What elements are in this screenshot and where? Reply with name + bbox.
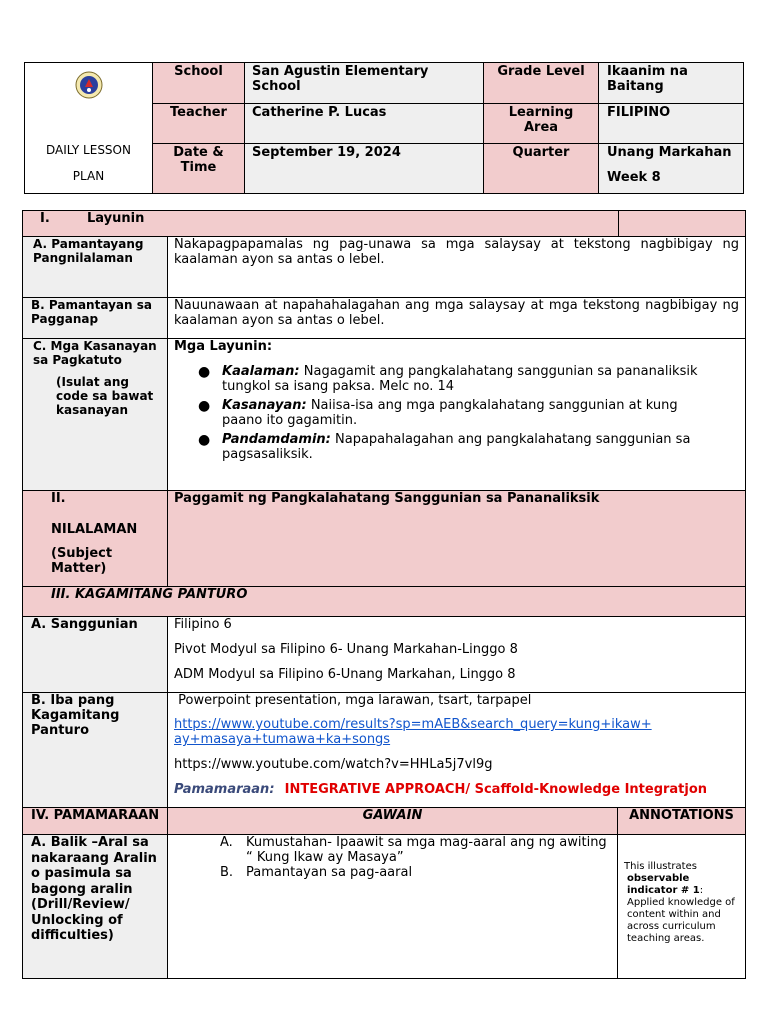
annotation-indicator: observable indicator # 1: [627, 873, 700, 896]
quarter-value-cell: [598, 143, 744, 194]
row-c-label: C. Mga Kasanayan sa Pagkatuto: [33, 339, 157, 367]
row-c-note: (Isulat ang code sa bawat kasanayan: [56, 375, 154, 417]
grade-label: Grade Level: [497, 64, 585, 79]
pamamaraan-heading: IV. PAMAMARAAN: [31, 808, 160, 823]
objectives-heading: Mga Layunin:: [174, 339, 273, 354]
school-label: School: [174, 64, 223, 79]
row-a-content-cell: [167, 236, 746, 298]
sanggunian-label-cell: [22, 616, 168, 693]
teacher-label: Teacher: [170, 105, 227, 120]
teacher-value: Catherine P. Lucas: [252, 105, 387, 120]
grade-value: Ikaanim na Baitang: [607, 64, 688, 94]
objective-item: ● Kasanayan: Naiisa-isa ang mga pangkalahatang sanggunian at kung paano ito gagamitin.: [198, 398, 678, 428]
teacher-label-cell: [152, 103, 245, 144]
sanggunian-line: Filipino 6: [174, 617, 232, 632]
area-value: FILIPINO: [607, 105, 671, 120]
layunin-heading: Layunin: [87, 211, 145, 226]
deped-seal-icon: [74, 70, 104, 100]
area-label-cell: [483, 103, 599, 144]
nilalaman-label-cell: [22, 490, 168, 587]
week-value: Week 8: [607, 170, 661, 185]
iba-label-cell: [22, 692, 168, 808]
iba-label: B. Iba pang Kagamitang Panturo: [31, 693, 120, 738]
row-b-text: Nauunawaan at napahahalagahan ang mga salaysay at mga tekstong nagbibigay ng kaalaman ayon sa antas o lebel.: [174, 298, 739, 328]
area-value-cell: [598, 103, 744, 144]
row-a-text: Nakapagpapamalas ng pag-unawa sa mga salaysay at tekstong nagbibigay ng kaalaman ayon sa antas o lebel.: [174, 237, 739, 267]
quarter-label: Quarter: [512, 145, 570, 160]
bullet-icon: ●: [198, 364, 211, 380]
nilalaman-content-cell: [167, 490, 746, 587]
method-label: Pamamaraan:: [174, 782, 275, 797]
sanggunian-line: Pivot Modyul sa Filipino 6- Unang Markahan-Linggo 8: [174, 642, 518, 657]
layunin-num: I.: [40, 211, 50, 226]
date-label-cell: [152, 143, 245, 194]
row-c-label-cell: [22, 338, 168, 491]
kagamitan-heading: III. KAGAMITANG PANTURO: [51, 587, 248, 602]
grade-value-cell: [598, 62, 744, 104]
iba-materials: Powerpoint presentation, mga larawan, tsart, tarpapel: [174, 693, 532, 708]
sanggunian-content-cell: [167, 616, 746, 693]
nilalaman-text: Paggamit ng Pangkalahatang Sanggunian sa Pananaliksik: [174, 491, 600, 506]
kagamitan-heading-cell: [22, 586, 746, 617]
date-value-cell: [244, 143, 484, 194]
school-value-cell: [244, 62, 484, 104]
iba-content-cell: [167, 692, 746, 808]
activity-marker: B.: [220, 865, 234, 880]
school-value: San Agustin Elementary School: [252, 64, 429, 94]
nilalaman-sub: (Subject Matter): [51, 546, 113, 576]
date-label: Date & Time: [173, 145, 224, 175]
pamamaraan-heading-cell: [22, 807, 168, 835]
quarter-value: Unang Markahan: [607, 145, 732, 160]
annotation-intro: This illustrates: [624, 861, 697, 872]
teacher-value-cell: [244, 103, 484, 144]
annotation-content-cell: [617, 834, 746, 979]
gawain-content-cell: [167, 834, 618, 979]
annotation-description: : Applied knowledge of content within and across curriculum teaching areas.: [627, 885, 735, 944]
row-b-label-cell: [22, 297, 168, 339]
nilalaman-num: II.: [51, 491, 66, 506]
nilalaman-label: NILALAMAN: [51, 522, 138, 537]
row-b-label: B. Pamantayan sa Pagganap: [31, 298, 152, 326]
sanggunian-line: ADM Modyul sa Filipino 6-Unang Markahan, Linggo 8: [174, 667, 516, 682]
balik-aral-label: A. Balik –Aral sa nakaraang Aralin o pasimula sa bagong aralin (Drill/Review/ Unlocking of difficulties): [31, 835, 157, 943]
balik-aral-label-cell: [22, 834, 168, 979]
layunin-heading-cell: [22, 210, 619, 237]
area-label: Learning Area: [508, 105, 574, 135]
grade-label-cell: [483, 62, 599, 104]
activity-marker: A.: [220, 835, 233, 850]
gawain-heading: GAWAIN: [362, 808, 423, 823]
bullet-icon: ●: [198, 398, 211, 414]
objective-item: ● Pandamdamin: Napapahalagahan ang pangkalahatang sanggunian sa pagsasaliksik.: [198, 432, 691, 462]
header-logo-cell: [25, 63, 152, 193]
bullet-icon: ●: [198, 432, 211, 448]
row-c-content-cell: [167, 338, 746, 491]
school-label-cell: [152, 62, 245, 104]
annotations-heading-cell: [617, 807, 746, 835]
activity-text: Kumustahan- Ipaawit sa mga mag-aaral ang ng awiting “ Kung Ikaw ay Masaya”: [246, 835, 607, 865]
gawain-heading-cell: [167, 807, 618, 835]
annotations-heading: ANNOTATIONS: [629, 808, 734, 823]
youtube-video-url: https://www.youtube.com/watch?v=HHLa5j7vl9g: [174, 757, 493, 772]
youtube-search-link[interactable]: https://www.youtube.com/results?sp=mAEB&search_query=kung+ikaw+ay+masaya+tumawa+ka+songs: [174, 717, 652, 747]
method-value: INTEGRATIVE APPROACH/ Scaffold-Knowledge Integratjon: [284, 782, 708, 797]
date-value: September 19, 2024: [252, 145, 401, 160]
layunin-heading-side: [618, 210, 746, 237]
objectives-list: [168, 354, 745, 462]
activity-text: Pamantayan sa pag-aaral: [246, 865, 413, 880]
quarter-label-cell: [483, 143, 599, 194]
lesson-plan-title: DAILY LESSON PLAN: [46, 143, 131, 183]
sanggunian-label: A. Sanggunian: [31, 617, 138, 632]
objective-item: ● Kaalaman: Nagagamit ang pangkalahatang sanggunian sa pananaliksik tungkol sa isang paksa. Melc no. 14: [198, 364, 698, 394]
row-a-label-cell: [22, 236, 168, 298]
row-a-label: A. Pamantayang Pangnilalaman: [33, 237, 144, 265]
row-b-content-cell: [167, 297, 746, 339]
